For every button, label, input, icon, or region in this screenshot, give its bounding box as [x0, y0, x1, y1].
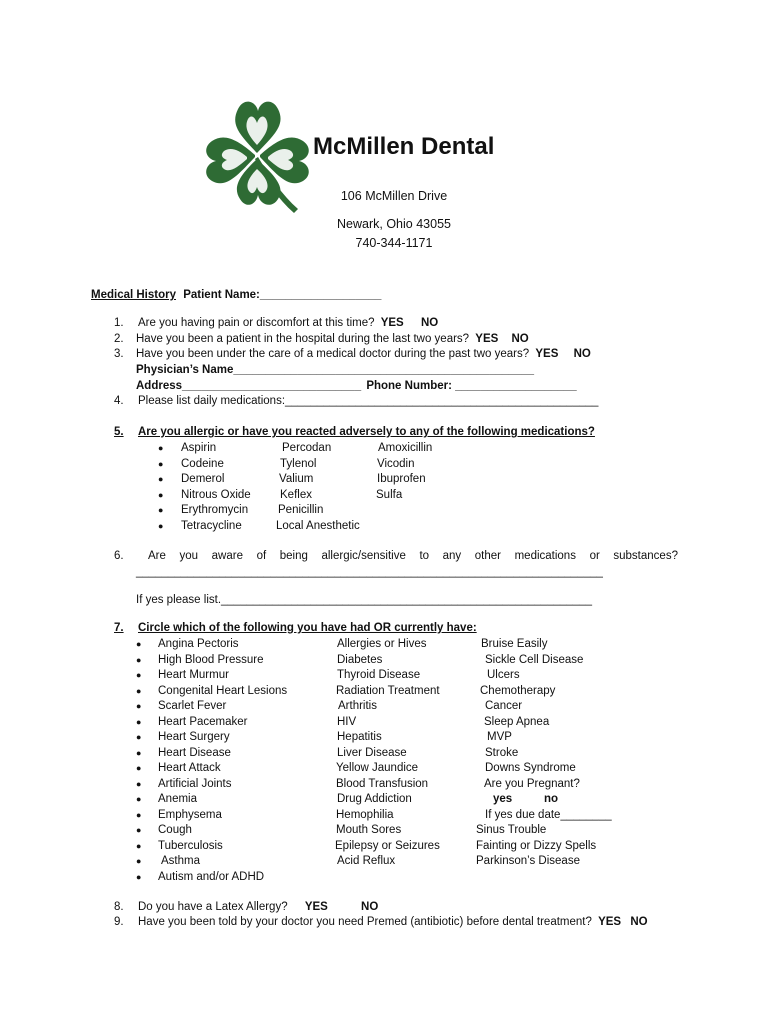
medication-item[interactable]: Aspirin: [181, 442, 217, 454]
condition-item[interactable]: Yellow Jaundice: [336, 762, 419, 774]
condition-item[interactable]: Tuberculosis: [158, 839, 223, 852]
medication-item[interactable]: Tetracycline: [181, 519, 242, 532]
medication-item[interactable]: Codeine: [181, 457, 224, 470]
question-3-yes[interactable]: YES: [535, 348, 559, 360]
condition-item[interactable]: Parkinson’s Disease: [476, 855, 580, 867]
question-2-number: 2.: [114, 333, 124, 345]
question-1-number: 1.: [114, 317, 124, 329]
practice-street: 106 McMillen Drive: [340, 189, 448, 203]
condition-item[interactable]: Drug Addiction: [337, 793, 412, 805]
due-date-field[interactable]: If yes due date________: [485, 808, 612, 821]
bullet-icon: ●: [136, 670, 142, 680]
question-6-number: 6.: [114, 550, 124, 562]
question-9-no[interactable]: NO: [630, 916, 648, 928]
condition-item[interactable]: Downs Syndrome: [485, 762, 576, 774]
condition-item[interactable]: Congenital Heart Lesions: [158, 684, 288, 697]
bullet-icon: ●: [136, 809, 142, 820]
question-9-text: Have you been told by your doctor you need Premed (antibiotic) before dental treatment?: [138, 916, 592, 928]
question-3-number: 3.: [114, 348, 124, 360]
medication-item[interactable]: Demerol: [181, 473, 225, 485]
condition-item[interactable]: High Blood Pressure: [158, 653, 264, 666]
condition-item[interactable]: Hepatitis: [337, 731, 382, 743]
medication-item[interactable]: Vicodin: [377, 457, 415, 470]
bullet-icon: ●: [136, 825, 142, 835]
question-3-text: Have you been under the care of a medical doctor during the past two years?: [136, 348, 530, 360]
condition-item[interactable]: Hemophilia: [336, 808, 394, 821]
bullet-icon: ●: [136, 840, 142, 851]
question-2-yes[interactable]: YES: [475, 333, 499, 345]
question-4-number: 4.: [114, 395, 124, 407]
condition-item[interactable]: Cancer: [485, 700, 523, 712]
pregnant-no-option[interactable]: no: [544, 793, 559, 805]
condition-item[interactable]: Autism and/or ADHD: [158, 870, 265, 883]
question-1-text: Are you having pain or discomfort at this time?: [138, 317, 375, 329]
condition-item[interactable]: Stroke: [485, 746, 519, 759]
condition-item[interactable]: Bruise Easily: [481, 638, 548, 650]
condition-item[interactable]: Cough: [158, 824, 192, 836]
medication-item[interactable]: Keflex: [280, 488, 312, 501]
condition-item[interactable]: Sinus Trouble: [476, 824, 547, 836]
question-2: [136, 333, 529, 345]
condition-item[interactable]: Scarlet Fever: [158, 700, 227, 712]
medication-item[interactable]: Amoxicillin: [378, 442, 433, 454]
bullet-icon: ●: [158, 443, 164, 453]
condition-item[interactable]: Mouth Sores: [336, 824, 402, 836]
bullet-icon: ●: [136, 778, 142, 789]
medication-item[interactable]: Erythromycin: [181, 504, 249, 516]
question-9-number: 9.: [114, 916, 124, 928]
question-8-yes[interactable]: YES: [304, 901, 328, 913]
condition-item[interactable]: Sleep Apnea: [484, 715, 550, 728]
practice-city: Newark, Ohio 43055: [337, 217, 451, 231]
condition-item[interactable]: Anemia: [158, 793, 197, 805]
section-heading: [91, 289, 381, 301]
section-title: Medical History: [91, 289, 176, 301]
medication-item[interactable]: Nitrous Oxide: [181, 488, 251, 501]
bullet-icon: ●: [158, 505, 164, 515]
condition-item[interactable]: Heart Pacemaker: [158, 715, 248, 728]
medication-item[interactable]: Valium: [279, 473, 314, 485]
question-1-no[interactable]: NO: [420, 317, 439, 329]
practice-name: McMillen Dental: [313, 133, 495, 160]
question-8-no[interactable]: NO: [361, 901, 379, 913]
condition-item[interactable]: Heart Surgery: [158, 731, 230, 743]
bullet-icon: ●: [136, 654, 142, 665]
phone-number-field[interactable]: Phone Number: ___________________: [366, 380, 577, 392]
bullet-icon: ●: [136, 716, 142, 727]
bullet-icon: ●: [136, 732, 142, 742]
patient-name-field[interactable]: Patient Name:___________________: [183, 289, 382, 301]
physician-name-field[interactable]: Physician’s Name_______________________________________________: [136, 364, 534, 376]
bullet-icon: ●: [136, 701, 142, 711]
condition-item[interactable]: Asthma: [161, 855, 200, 867]
question-2-no[interactable]: NO: [511, 333, 529, 345]
condition-item[interactable]: Artificial Joints: [158, 777, 232, 790]
condition-item[interactable]: Sickle Cell Disease: [485, 653, 584, 666]
condition-item[interactable]: Epilepsy or Seizures: [335, 839, 440, 852]
condition-item[interactable]: Heart Disease: [158, 746, 231, 759]
condition-item[interactable]: Allergies or Hives: [337, 638, 427, 650]
practice-phone: 740-344-1171: [355, 236, 433, 250]
condition-item[interactable]: Radiation Treatment: [336, 684, 440, 697]
condition-item[interactable]: Blood Transfusion: [336, 777, 429, 790]
condition-item[interactable]: HIV: [337, 715, 357, 728]
medication-item[interactable]: Percodan: [282, 442, 332, 454]
condition-item[interactable]: Ulcers: [487, 669, 520, 681]
question-6-text: Are you aware of being allergic/sensitive to any other medications or substances?: [148, 550, 678, 562]
question-6-answer-line[interactable]: _________________________________________________________________________: [136, 566, 603, 578]
medication-item[interactable]: Sulfa: [376, 488, 403, 501]
address-line[interactable]: Address____________________________: [136, 380, 362, 392]
question-9: [138, 916, 648, 928]
question-1-yes[interactable]: YES: [380, 317, 404, 329]
question-9-yes[interactable]: YES: [598, 916, 622, 928]
bullet-icon: ●: [136, 685, 142, 696]
bullet-icon: ●: [158, 520, 164, 531]
bullet-icon: ●: [136, 871, 142, 882]
question-5-number: 5.: [114, 426, 124, 438]
bullet-icon: ●: [158, 489, 164, 500]
bullet-icon: ●: [136, 639, 142, 649]
bullet-icon: ●: [136, 794, 142, 804]
condition-item[interactable]: Heart Murmur: [158, 669, 229, 681]
question-2-text: Have you been a patient in the hospital during the last two years?: [136, 333, 470, 345]
question-7-text: Circle which of the following you have had OR currently have:: [138, 622, 477, 634]
medication-item[interactable]: Tylenol: [280, 457, 317, 470]
condition-item[interactable]: Fainting or Dizzy Spells: [476, 839, 597, 852]
question-8-text: Do you have a Latex Allergy?: [138, 901, 288, 913]
medication-item[interactable]: Local Anesthetic: [276, 519, 360, 532]
bullet-icon: ●: [136, 747, 142, 758]
bullet-icon: ●: [136, 856, 142, 866]
pregnant-yes-option[interactable]: yes: [493, 793, 513, 805]
question-3-no[interactable]: NO: [573, 348, 591, 360]
condition-item[interactable]: MVP: [487, 731, 512, 743]
condition-item[interactable]: Liver Disease: [337, 746, 407, 759]
condition-item[interactable]: Arthritis: [338, 700, 377, 712]
question-1: [138, 317, 438, 329]
condition-item[interactable]: Are you Pregnant?: [484, 777, 580, 790]
bullet-icon: ●: [136, 763, 142, 773]
condition-item[interactable]: Emphysema: [158, 808, 222, 821]
question-5-text: Are you allergic or have you reacted adversely to any of the following medications?: [138, 426, 595, 438]
question-7-number: 7.: [114, 622, 124, 634]
condition-item[interactable]: Diabetes: [337, 653, 383, 666]
address-field[interactable]: [136, 380, 577, 392]
condition-item[interactable]: Chemotherapy: [480, 684, 556, 697]
bullet-icon: ●: [158, 474, 164, 484]
question-4-text[interactable]: Please list daily medications:_________________________________________________: [138, 395, 599, 407]
question-3: [136, 348, 591, 360]
medication-item[interactable]: Ibuprofen: [377, 473, 426, 485]
condition-item[interactable]: Thyroid Disease: [337, 669, 421, 681]
bullet-icon: ●: [158, 458, 164, 469]
condition-item[interactable]: Heart Attack: [158, 762, 221, 774]
condition-item[interactable]: Acid Reflux: [337, 855, 396, 867]
condition-item[interactable]: Angina Pectoris: [158, 638, 239, 650]
question-8-number: 8.: [114, 901, 124, 913]
question-8: [138, 901, 378, 913]
question-6-if-yes-field[interactable]: If yes please list.__________________________________________________________: [136, 594, 592, 606]
medication-item[interactable]: Penicillin: [278, 504, 324, 516]
